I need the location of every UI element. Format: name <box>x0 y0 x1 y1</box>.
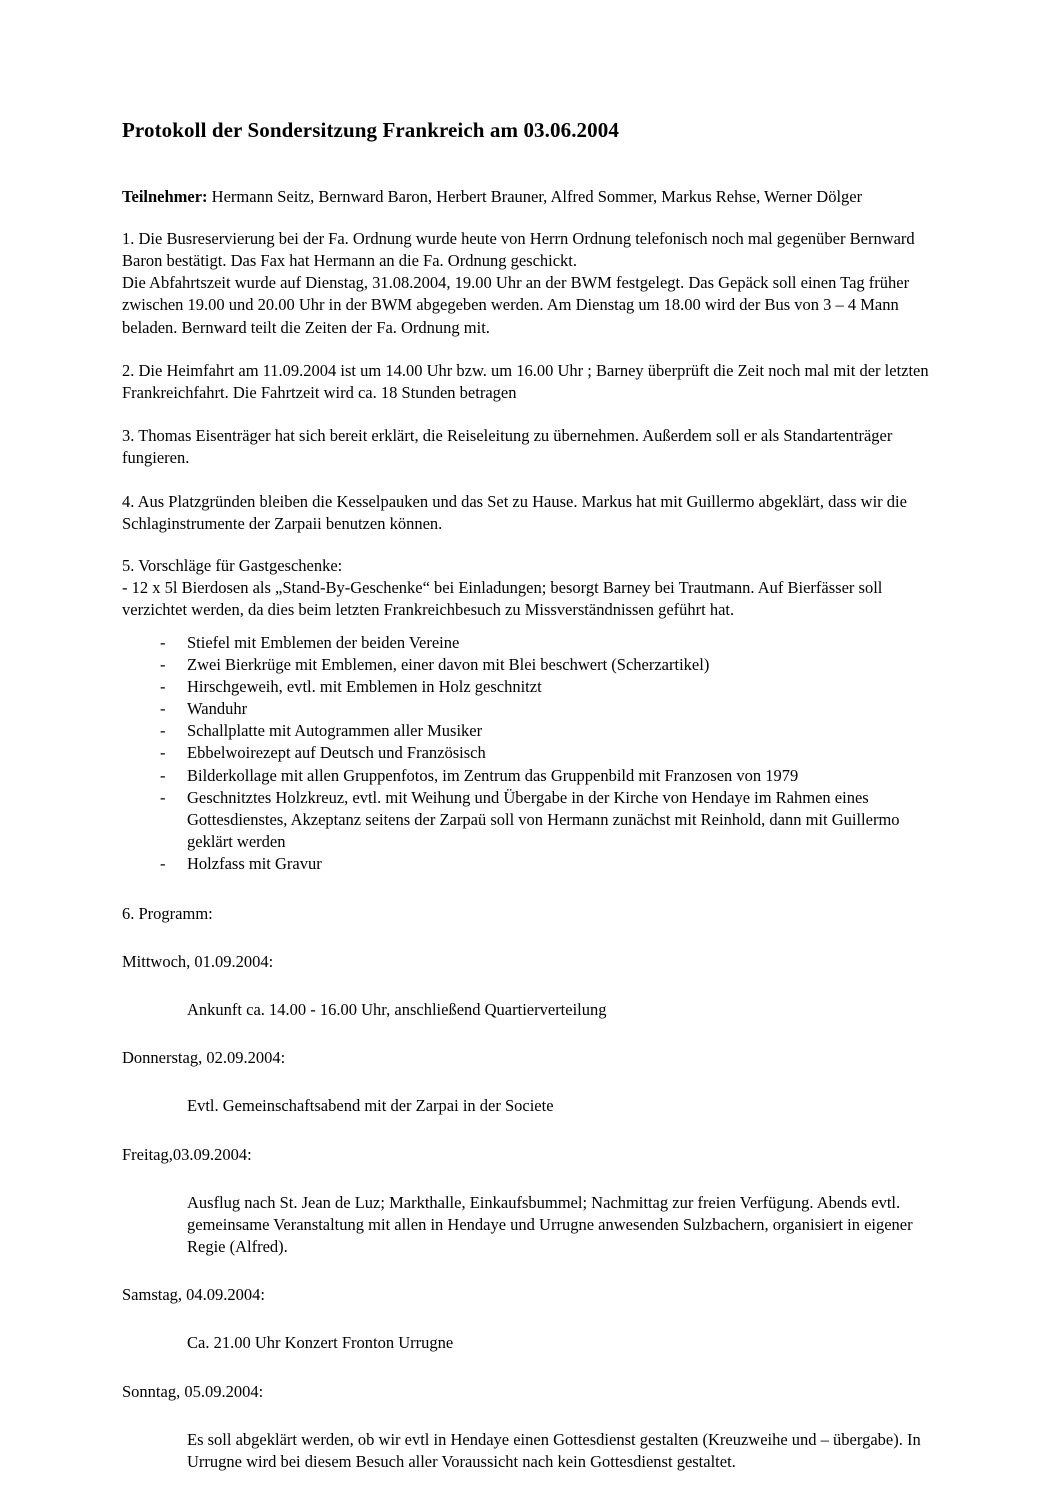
bullet-dash-icon: - <box>160 632 166 652</box>
paragraph-1 <box>122 228 945 339</box>
list-item-label: Bilderkollage mit allen Gruppenfotos, im Zentrum das Gruppenbild mit Franzosen von 1979 <box>187 765 799 785</box>
paragraph-5-body: - 12 x 5l Bierdosen als „Stand-By-Geschenke“ bei Einladungen; besorgt Barney bei Trautmann. Auf Bierfässer soll verzichtet werden, da dies beim letzten Frankreichbesuch zu Missverständnissen geführt hat. <box>122 578 883 620</box>
bullet-dash-icon: - <box>160 721 166 741</box>
list-item-label: Ebbelwoirezept auf Deutsch und Französisch <box>187 743 486 763</box>
list-item <box>122 742 945 764</box>
program-day-heading: Sonntag, 05.09.2004: <box>122 1381 264 1401</box>
list-item <box>122 787 945 854</box>
program-day-heading: Freitag,03.09.2004: <box>122 1144 252 1164</box>
program-day-heading: Samstag, 04.09.2004: <box>122 1285 265 1305</box>
list-item-label: Hirschgeweih, evtl. mit Emblemen in Holz geschnitzt <box>187 676 542 696</box>
program-day-detail: Ankunft ca. 14.00 - 16.00 Uhr, anschließend Quartierverteilung <box>187 999 607 1019</box>
program-day-detail: Evtl. Gemeinschaftsabend mit der Zarpai in der Societe <box>187 1096 554 1116</box>
program-day-heading: Donnerstag, 02.09.2004: <box>122 1048 286 1068</box>
program-day-detail: Ausflug nach St. Jean de Luz; Markthalle, Einkaufsbummel; Nachmittag zur freien Verfügung. Abends evtl. gemeinsame Veranstaltung mit allen in Hendaye und Urrugne anwesenden Sulzbachern, organisiert in eigener Regie (Alfred). <box>187 1192 913 1257</box>
page-title: Protokoll der Sondersitzung Frankreich am 03.06.2004 <box>122 118 619 142</box>
program-day-heading: Mittwoch, 01.09.2004: <box>122 951 274 971</box>
list-item-label: Stiefel mit Emblemen der beiden Vereine <box>187 632 460 652</box>
list-item <box>122 676 945 698</box>
program-day-detail: Ca. 21.00 Uhr Konzert Fronton Urrugne <box>187 1333 454 1353</box>
participants-label: Teilnehmer: <box>122 186 208 206</box>
list-item <box>122 720 945 742</box>
paragraph-2: 2. Die Heimfahrt am 11.09.2004 ist um 14.00 Uhr bzw. um 16.00 Uhr ; Barney überprüft die Zeit noch mal mit der letzten Frankreichfahrt. Die Fahrtzeit wird ca. 18 Stunden betragen <box>122 360 929 403</box>
bullet-dash-icon: - <box>160 787 166 807</box>
bullet-dash-icon: - <box>160 699 166 719</box>
participants-line <box>122 187 945 207</box>
program-day-detail: Es soll abgeklärt werden, ob wir evtl in Hendaye einen Gottesdienst gestalten (Kreuzweihe und – übergabe). In Urrugne wird bei diesem Besuch aller Voraussicht nach kein Gottesdienst gestaltet. <box>187 1429 921 1472</box>
list-item-label: Schallplatte mit Autogrammen aller Musiker <box>187 721 483 741</box>
paragraph-5-heading: 5. Vorschläge für Gastgeschenke: <box>122 555 343 575</box>
bullet-dash-icon: - <box>160 765 166 785</box>
list-item-label: Wanduhr <box>187 699 248 719</box>
paragraph-1-part-b: Die Abfahrtszeit wurde auf Dienstag, 31.08.2004, 19.00 Uhr an der BWM festgelegt. Das Gepäck soll einen Tag früher zwischen 19.00 und 20.00 Uhr in der BWM abgegeben werden. Am Dienstag um 18.00 wird der Bus von 3 – 4 Mann beladen. Bernward teilt die Zeiten der Fa. Ordnung mit. <box>122 273 910 337</box>
paragraph-4: 4. Aus Platzgründen bleiben die Kesselpauken und das Set zu Hause. Markus hat mit Guillermo abgeklärt, dass wir die Schlaginstrumente der Zarpaii benutzen können. <box>122 491 907 533</box>
bullet-dash-icon: - <box>160 854 166 874</box>
participants-names: Hermann Seitz, Bernward Baron, Herbert Brauner, Alfred Sommer, Markus Rehse, Werner Dölger <box>207 186 863 206</box>
paragraph-1-part-a: 1. Die Busreservierung bei der Fa. Ordnung wurde heute von Herrn Ordnung telefonisch noch mal gegenüber Bernward Baron bestätigt. Das Fax hat Hermann an die Fa. Ordnung geschickt. <box>122 228 915 271</box>
paragraph-5 <box>122 555 945 622</box>
list-item <box>122 654 945 676</box>
paragraph-3: 3. Thomas Eisenträger hat sich bereit erklärt, die Reiseleitung zu übernehmen. Außerdem soll er als Standartenträger fungieren. <box>122 426 893 468</box>
list-item-label: Holzfass mit Gravur <box>187 854 322 874</box>
program-heading: 6. Programm: <box>122 903 213 923</box>
bullet-dash-icon: - <box>160 676 166 696</box>
gift-suggestions-list <box>122 632 945 876</box>
bullet-dash-icon: - <box>160 743 166 763</box>
list-item-label: Geschnitztes Holzkreuz, evtl. mit Weihung und Übergabe in der Kirche von Hendaye im Rahmen eines Gottesdienstes, Akzeptanz seitens der Zarpaü soll von Hermann zunächst mit Reinhold, dann mit Guillermo geklärt werden <box>187 787 900 852</box>
list-item <box>122 853 945 875</box>
bullet-dash-icon: - <box>160 654 166 674</box>
list-item <box>122 632 945 654</box>
list-item <box>122 765 945 787</box>
list-item-label: Zwei Bierkrüge mit Emblemen, einer davon mit Blei beschwert (Scherzartikel) <box>187 654 710 674</box>
list-item <box>122 698 945 720</box>
